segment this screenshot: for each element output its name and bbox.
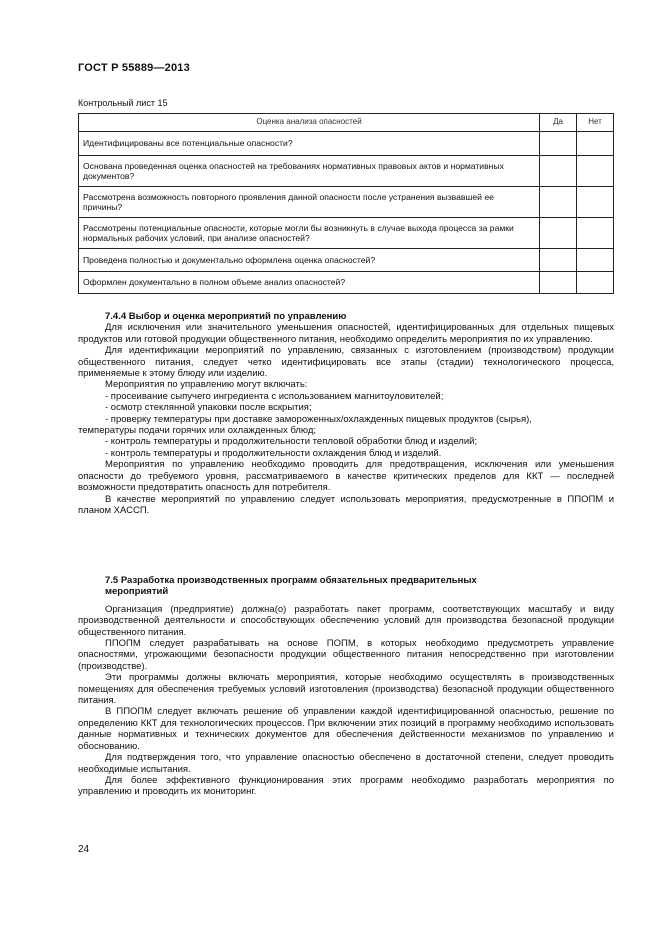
no-cell: [577, 132, 614, 156]
list-item: - контроль температуры и продолжительности охлаждения блюд и изделий.: [105, 447, 442, 459]
list-item: - осмотр стеклянной упаковки после вскрытия;: [105, 402, 312, 414]
paragraph: Для идентификации мероприятий по управлению, связанных с изготовлением (производством) продукции общественного питания, следует четко идентифицировать все этапы (стадии) технологического процесса, применяемые к этому блюду или изделию.: [78, 345, 614, 380]
no-cell: [577, 249, 614, 272]
column-header-question: Оценка анализа опасностей: [79, 114, 540, 132]
question-cell: Рассмотрена возможность повторного проявления данной опасности после устранения вызвавшей ее причины?: [79, 187, 540, 218]
yes-cell: [540, 132, 577, 156]
yes-cell: [540, 156, 577, 187]
section-7-5: [78, 575, 614, 798]
page-number: 24: [78, 844, 90, 855]
list-item: - просеивание сыпучего ингредиента с использованием магнитоуловителей;: [105, 390, 444, 402]
table-row: [79, 218, 614, 249]
question-cell: Оформлен документально в полном объеме анализ опасностей?: [79, 272, 540, 294]
table-row: [79, 187, 614, 218]
column-header-no: Нет: [577, 114, 614, 132]
column-header-yes: Да: [540, 114, 577, 132]
paragraph: Для более эффективного функционирования этих программ необходимо разработать мероприятия по управлению и проводить их мониторинг.: [78, 774, 614, 798]
paragraph: Мероприятия по управлению могут включать:: [105, 379, 308, 391]
table-header-row: [79, 114, 614, 132]
question-cell: Проведена полностью и документально оформлена оценка опасностей?: [79, 249, 540, 272]
paragraph: Организация (предприятие) должна(о) разработать пакет программ, соответствующих масштабу и виду производственной деятельности и способствующих обеспечению условий для производства безопасной продукции общественного питания.: [78, 603, 614, 638]
question-cell: Идентифицированы все потенциальные опасности?: [79, 132, 540, 156]
table-row: [79, 272, 614, 294]
paragraph: Для исключения или значительного уменьшения опасностей, идентифицированных для отдельных пищевых продуктов или готовой продукции общественного питания, необходимо определить мероприятия по их управлению.: [78, 322, 614, 345]
no-cell: [577, 272, 614, 294]
paragraph: Эти программы должны включать мероприятия, которые необходимо осуществлять в производственных помещениях для обеспечения требуемых условий изготовления (производства) безопасной продукции общественного питания.: [78, 672, 614, 707]
yes-cell: [540, 249, 577, 272]
list-item: - проверку температуры при доставке замороженных/охлажденных пищевых продуктов (сырья),: [105, 413, 532, 425]
question-cell: Основана проведенная оценка опасностей на требованиях нормативных правовых актов и нормативных документов?: [79, 156, 540, 187]
question-cell: Рассмотрены потенциальные опасности, которые могли бы возникнуть в случае выхода процесса за рамки нормальных рабочих условий, при анализе опасностей?: [79, 218, 540, 249]
paragraph: Для подтверждения того, что управление опасностью обеспечено в достаточной степени, следует проводить необходимые испытания.: [78, 752, 614, 775]
section-heading-continuation: мероприятий: [105, 586, 169, 598]
yes-cell: [540, 218, 577, 249]
no-cell: [577, 187, 614, 218]
list-item-continuation: температуры подачи горячих или охлажденных блюд;: [78, 425, 317, 437]
paragraph: В ППОПМ следует включать решение об управлении каждой идентифицированной опасностью, решение по определению ККТ для технологических процессов. При включении этих позиций в программу необходимо использовать данные нормативных и технических документов для обеспечения действенности механизмов по управлению и обоснованию.: [78, 706, 614, 752]
table-row: [79, 249, 614, 272]
yes-cell: [540, 272, 577, 294]
table-row: [79, 132, 614, 156]
document-id: ГОСТ Р 55889—2013: [78, 62, 190, 74]
section-7-4-4: [78, 311, 614, 516]
paragraph: Мероприятия по управлению необходимо проводить для предотвращения, исключения или уменьшения опасности до требуемого уровня, рассматриваемого в качестве критических пределов для ККТ — последней возможности предотвратить опасность для потребителя.: [78, 459, 614, 494]
list-item: - контроль температуры и продолжительности тепловой обработки блюд и изделий;: [105, 436, 478, 448]
paragraph: В качестве мероприятий по управлению следует использовать мероприятия, предусмотренные в ППОПМ и планом ХАССП.: [78, 493, 614, 516]
no-cell: [577, 156, 614, 187]
checklist-table: [78, 113, 614, 294]
checklist-caption: Контрольный лист 15: [78, 98, 168, 108]
no-cell: [577, 218, 614, 249]
table-row: [79, 156, 614, 187]
section-heading: 7.4.4 Выбор и оценка мероприятий по управлению: [105, 311, 347, 322]
section-heading: 7.5 Разработка производственных программ обязательных предварительных: [105, 575, 477, 586]
paragraph: ППОПМ следует разрабатывать на основе ПОПМ, в которых необходимо предусмотреть управление опасностями, угрожающими безопасности продукции общественного питания непосредственно при изготовлении (производстве).: [78, 638, 614, 672]
yes-cell: [540, 187, 577, 218]
